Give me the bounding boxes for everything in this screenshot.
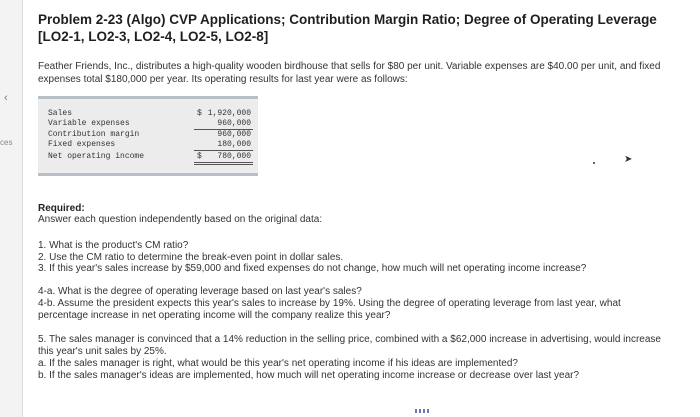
collapse-arrow-icon[interactable]: ‹ (4, 92, 8, 104)
more-options-icon[interactable] (415, 409, 429, 413)
question-5a: a. If the sales manager is right, what would be this year's net operating income if his ideas are implemented? (38, 358, 518, 369)
problem-title: Problem 2-23 (Algo) CVP Applications; Contribution Margin Ratio; Degree of Operating Leverage [LO2-1, LO2-3, LO2-4, LO2-5, LO2-8] (38, 12, 657, 44)
question-3: 3. If this year's sales increase by $59,000 and fixed expenses do not change, how much will net operating income increase? (38, 263, 587, 274)
mouse-cursor-icon: ➤ (624, 154, 633, 165)
question-4a: 4-a. What is the degree of operating leverage based on last year's sales? (38, 286, 362, 297)
table-row-net-operating-income (48, 152, 253, 162)
row-label: Fixed expenses (48, 140, 116, 149)
row-label: Contribution margin (48, 130, 140, 139)
row-label: Net operating income (48, 152, 145, 161)
row-amount: 780,000 (217, 152, 251, 161)
table-double-rule-top (194, 162, 253, 163)
required-heading: Required: (38, 203, 85, 214)
table-bottom-bar (38, 173, 258, 176)
question-5b: b. If the sales manager's ideas are implemented, how much will net operating income increase or decrease over last year? (38, 370, 580, 381)
question-2: 2. Use the CM ratio to determine the break-even point in dollar sales. (38, 252, 344, 263)
row-amount: 960,000 (217, 119, 251, 128)
income-statement-table (38, 96, 258, 176)
row-dollar-sign: $ (197, 109, 202, 118)
required-subtext: Answer each question independently based on the original data: (38, 214, 323, 225)
problem-intro: Feather Friends, Inc., distributes a high-quality wooden birdhouse that sells for $80 per unit. Variable expenses are $40.00 per unit, and fixed expenses total $180,000 per year. Its operating results for last year were as follows: (38, 61, 661, 85)
left-sidebar-strip (0, 0, 23, 417)
table-total-rule (194, 150, 253, 151)
table-double-rule-bottom (194, 164, 253, 165)
sidebar-label: ces (0, 138, 13, 147)
row-dollar-sign: $ (197, 152, 202, 161)
table-row-variable-expenses (48, 119, 253, 129)
table-row-contribution-margin (48, 130, 253, 140)
row-label: Sales (48, 109, 73, 118)
table-top-bar (38, 96, 258, 99)
row-amount: 1,920,000 (207, 109, 251, 118)
row-label: Variable expenses (48, 119, 130, 128)
row-amount: 960,000 (217, 130, 251, 139)
question-1: 1. What is the product's CM ratio? (38, 240, 189, 251)
table-row-sales (48, 109, 253, 119)
row-amount: 180,000 (217, 140, 251, 149)
stray-dot (593, 162, 595, 164)
question-5: 5. The sales manager is convinced that a 14% reduction in the selling price, combined with a $62,000 increase in advertising, would increase this year's unit sales by 25%. (38, 334, 661, 357)
table-row-fixed-expenses (48, 140, 253, 150)
question-4b: 4-b. Assume the president expects this year's sales to increase by 19%. Using the degree of operating leverage from last year, what percentage increase in net operating income will the company realize this year? (38, 298, 621, 321)
